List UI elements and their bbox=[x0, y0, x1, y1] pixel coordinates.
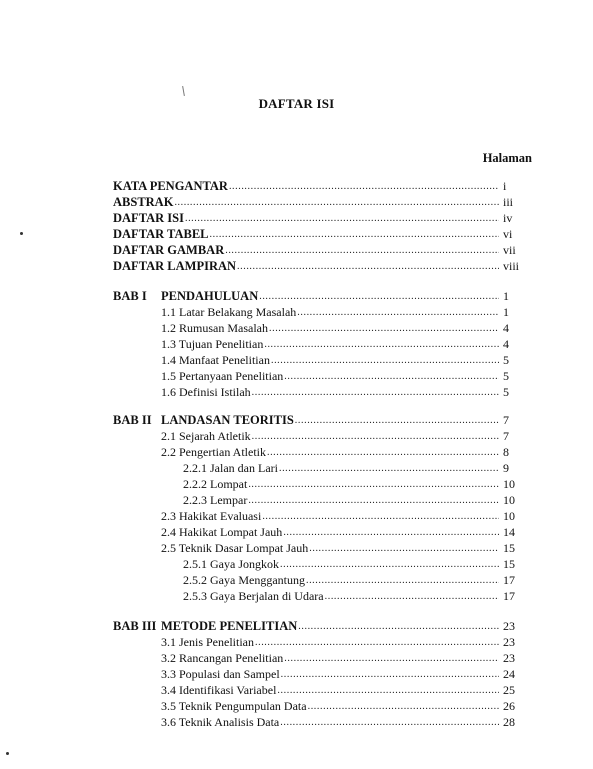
dot-leader bbox=[252, 430, 499, 443]
chapter-number: BAB III bbox=[113, 619, 157, 633]
section-page: 5 bbox=[503, 353, 509, 367]
toc-section[interactable] bbox=[161, 714, 531, 729]
dot-leader bbox=[298, 620, 499, 633]
section-page: 5 bbox=[503, 385, 509, 399]
toc-entry-page: viii bbox=[503, 259, 520, 273]
subsection-label: 2.5.2 Gaya Menggantung bbox=[183, 573, 305, 587]
toc-subsection[interactable] bbox=[183, 556, 531, 571]
toc-entry-front-matter[interactable] bbox=[113, 194, 531, 209]
dot-leader bbox=[255, 636, 499, 649]
subsection-page: 10 bbox=[503, 477, 515, 491]
section-label: 1.4 Manfaat Penelitian bbox=[161, 353, 270, 367]
dot-leader bbox=[264, 338, 499, 351]
chapter-title: PENDAHULUAN bbox=[161, 289, 259, 303]
scan-speck bbox=[6, 752, 9, 755]
section-label: 3.1 Jenis Penelitian bbox=[161, 635, 254, 649]
dot-leader bbox=[280, 558, 499, 571]
dot-leader bbox=[259, 290, 499, 303]
toc-section[interactable] bbox=[161, 508, 531, 523]
chapter-page: 23 bbox=[503, 619, 515, 633]
toc-entry-page: vi bbox=[503, 227, 513, 241]
dot-leader bbox=[295, 414, 499, 427]
section-label: 2.4 Hakikat Lompat Jauh bbox=[161, 525, 283, 539]
section-label: 2.3 Hakikat Evaluasi bbox=[161, 509, 262, 523]
dot-leader bbox=[271, 354, 499, 367]
dot-leader bbox=[280, 716, 499, 729]
dot-leader bbox=[229, 180, 499, 193]
dot-leader bbox=[308, 700, 499, 713]
section-label: 3.3 Populasi dan Sampel bbox=[161, 667, 280, 681]
dot-leader bbox=[284, 370, 499, 383]
section-page: 26 bbox=[503, 699, 515, 713]
section-label: 1.5 Pertanyaan Penelitian bbox=[161, 369, 284, 383]
subsection-label: 2.2.2 Lompat bbox=[183, 477, 248, 491]
toc-section[interactable] bbox=[161, 650, 531, 665]
dot-leader bbox=[306, 574, 499, 587]
toc-entry-label: DAFTAR GAMBAR bbox=[113, 243, 225, 257]
section-label: 3.6 Teknik Analisis Data bbox=[161, 715, 280, 729]
toc-entry-front-matter[interactable] bbox=[113, 226, 531, 241]
toc-chapter-2[interactable] bbox=[113, 412, 531, 427]
section-label: 2.5 Teknik Dasar Lompat Jauh bbox=[161, 541, 309, 555]
subsection-label: 2.2.1 Jalan dan Lari bbox=[183, 461, 278, 475]
section-page: 14 bbox=[503, 525, 515, 539]
section-label: 1.3 Tujuan Penelitian bbox=[161, 337, 264, 351]
toc-section[interactable] bbox=[161, 634, 531, 649]
dot-leader bbox=[237, 260, 499, 273]
toc-subsection[interactable] bbox=[183, 588, 531, 603]
toc-section[interactable] bbox=[161, 698, 531, 713]
toc-section[interactable] bbox=[161, 540, 531, 555]
section-label: 1.6 Definisi Istilah bbox=[161, 385, 251, 399]
section-label: 2.1 Sejarah Atletik bbox=[161, 429, 251, 443]
dot-leader bbox=[248, 494, 499, 507]
subsection-page: 17 bbox=[503, 573, 515, 587]
dot-leader bbox=[269, 322, 499, 335]
page-title: DAFTAR ISI bbox=[258, 96, 335, 111]
subsection-label: 2.2.3 Lempar bbox=[183, 493, 248, 507]
toc-subsection[interactable] bbox=[183, 572, 531, 587]
section-label: 2.2 Pengertian Atletik bbox=[161, 445, 266, 459]
section-page: 25 bbox=[503, 683, 515, 697]
dot-leader bbox=[267, 446, 499, 459]
dot-leader bbox=[225, 244, 499, 257]
dot-leader bbox=[284, 652, 499, 665]
dot-leader bbox=[262, 510, 499, 523]
chapter-title: LANDASAN TEORITIS bbox=[161, 413, 294, 427]
toc-entry-page: iii bbox=[503, 195, 514, 209]
toc-entry-front-matter[interactable] bbox=[113, 178, 531, 193]
subsection-label: 2.5.3 Gaya Berjalan di Udara bbox=[183, 589, 324, 603]
section-page: 23 bbox=[503, 635, 515, 649]
toc-entry-label: DAFTAR LAMPIRAN bbox=[113, 259, 237, 273]
dot-leader bbox=[325, 590, 499, 603]
scan-artifact bbox=[182, 86, 185, 96]
section-label: 1.1 Latar Belakang Masalah bbox=[161, 305, 297, 319]
section-label: 3.4 Identifikasi Variabel bbox=[161, 683, 277, 697]
dot-leader bbox=[174, 196, 499, 209]
subsection-page: 15 bbox=[503, 557, 515, 571]
chapter-number: BAB I bbox=[113, 289, 147, 303]
section-page: 23 bbox=[503, 651, 515, 665]
dot-leader bbox=[210, 228, 499, 241]
toc-section[interactable] bbox=[161, 304, 531, 319]
section-page: 24 bbox=[503, 667, 515, 681]
subsection-page: 10 bbox=[503, 493, 515, 507]
toc-subsection[interactable] bbox=[183, 492, 531, 507]
section-label: 3.2 Rancangan Penelitian bbox=[161, 651, 284, 665]
toc-subsection[interactable] bbox=[183, 460, 531, 475]
section-page: 4 bbox=[503, 337, 509, 351]
chapter-page: 1 bbox=[503, 289, 509, 303]
toc-section[interactable] bbox=[161, 384, 531, 399]
section-page: 4 bbox=[503, 321, 509, 335]
toc-section[interactable] bbox=[161, 428, 531, 443]
dot-leader bbox=[281, 668, 499, 681]
toc-section[interactable] bbox=[161, 666, 531, 681]
dot-leader bbox=[297, 306, 499, 319]
subsection-page: 9 bbox=[503, 461, 509, 475]
toc-entry-label: DAFTAR ISI bbox=[113, 211, 184, 225]
section-page: 1 bbox=[503, 305, 509, 319]
toc-section[interactable] bbox=[161, 368, 531, 383]
toc-entry-page: vii bbox=[503, 243, 516, 257]
dot-leader bbox=[185, 212, 499, 225]
toc-entry-front-matter[interactable] bbox=[113, 258, 531, 273]
section-label: 3.5 Teknik Pengumpulan Data bbox=[161, 699, 307, 713]
dot-leader bbox=[277, 684, 499, 697]
subsection-label: 2.5.1 Gaya Jongkok bbox=[183, 557, 279, 571]
toc-subsection[interactable] bbox=[183, 476, 531, 491]
section-page: 5 bbox=[503, 369, 509, 383]
chapter-number: BAB II bbox=[113, 413, 152, 427]
page-column-header: Halaman bbox=[482, 151, 532, 165]
chapter-title: METODE PENELITIAN bbox=[161, 619, 298, 633]
section-page: 8 bbox=[503, 445, 509, 459]
scan-speck bbox=[20, 232, 23, 235]
dot-leader bbox=[283, 526, 499, 539]
section-label: 1.2 Rumusan Masalah bbox=[161, 321, 268, 335]
chapter-page: 7 bbox=[503, 413, 509, 427]
toc-entry-label: KATA PENGANTAR bbox=[113, 179, 228, 193]
toc-entry-page: i bbox=[503, 179, 507, 193]
section-page: 10 bbox=[503, 509, 515, 523]
toc-entry-label: DAFTAR TABEL bbox=[113, 227, 209, 241]
section-page: 28 bbox=[503, 715, 515, 729]
toc-section[interactable] bbox=[161, 524, 531, 539]
toc-section[interactable] bbox=[161, 336, 531, 351]
section-page: 15 bbox=[503, 541, 515, 555]
section-page: 7 bbox=[503, 429, 509, 443]
toc-entry-front-matter[interactable] bbox=[113, 242, 531, 257]
dot-leader bbox=[252, 386, 499, 399]
toc-entry-front-matter[interactable] bbox=[113, 210, 531, 225]
toc-section[interactable] bbox=[161, 682, 531, 697]
toc-section[interactable] bbox=[161, 352, 531, 367]
dot-leader bbox=[309, 542, 499, 555]
subsection-page: 17 bbox=[503, 589, 515, 603]
toc-section[interactable] bbox=[161, 320, 531, 335]
dot-leader bbox=[248, 478, 499, 491]
toc-entry-page: iv bbox=[503, 211, 513, 225]
toc-chapter-3[interactable] bbox=[113, 618, 531, 633]
toc-section[interactable] bbox=[161, 444, 531, 459]
toc-chapter-1[interactable] bbox=[113, 288, 531, 303]
toc-entry-label: ABSTRAK bbox=[113, 195, 174, 209]
dot-leader bbox=[279, 462, 499, 475]
